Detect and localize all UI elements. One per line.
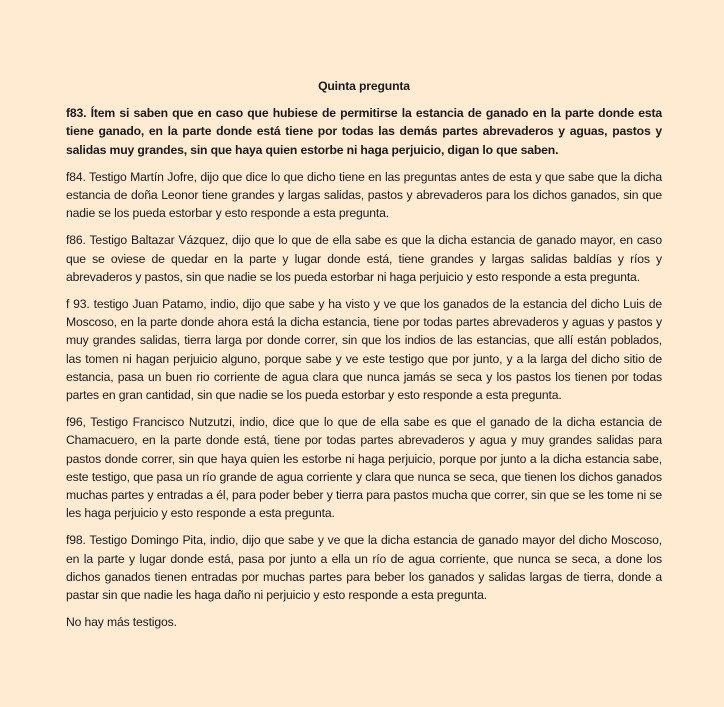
testimony-paragraph: f84. Testigo Martín Jofre, dijo que dice lo que dicho tiene en las preguntas antes de esta y que sabe que la dicha estancia de doña Leonor tiene grandes y largas salidas, pastos y abrevaderos para los dichos ganados, sin que nadie se los pueda estorbar y esto responde a esta pregunta. xyxy=(66,169,662,221)
document-page xyxy=(66,77,662,640)
testimony-paragraph: f 93. testigo Juan Patamo, indio, dijo que sabe y ha visto y ve que los ganados de la estancia del dicho Luis de Moscoso, en la parte donde ahora está la dicha estancia, tiene por todas partes abrevaderos y aguas y pastos y muy grandes salidas, tierra larga por donde correr, sin que los indios de las estancias, que allí están poblados, las tomen ni hagan perjuicio alguno, porque sabe y ve este testigo que por junto, y a la larga del dicho sitio de estancia, pasa un buen rio corriente de agua clara que nunca jamás se seca y los pastos los tienen por todas partes en gran cantidad, sin que nadie se los pueda estorbar y esto responde a esta pregunta. xyxy=(66,297,662,403)
section-title: Quinta pregunta xyxy=(318,79,410,93)
testimony-paragraph: f98. Testigo Domingo Pita, indio, dijo que sabe y ve que la dicha estancia de ganado mayor del dicho Moscoso, en la parte y lugar donde está, pasa por junto a ella un río de agua corriente, que nunca se seca, a done los dichos ganados tienen entradas por muchas partes para beber los ganados y salidas largas de tierra, donde a pastar sin que nadie les haga daño ni perjuicio y esto responde a esta pregunta. xyxy=(66,533,662,603)
question-paragraph: f83. Ítem si saben que en caso que hubiese de permitirse la estancia de ganado en la parte donde esta tiene ganado, en la parte donde está tiene por todas las demás partes abrevaderos y aguas, pastos y salidas muy grandes, sin que haya quien estorbe ni haga perjuicio, digan lo que saben. xyxy=(66,106,662,157)
testimony-paragraph: f86. Testigo Baltazar Vázquez, dijo que lo que de ella sabe es que la dicha estancia de ganado mayor, en caso que se oviese de quedar en la parte y lugar donde está, tiene grandes y largas salidas baldías y ríos y abrevaderos y pastos, sin que nadie se los pueda estorbar ni haga perjuicio y esto responde a esta pregunta. xyxy=(66,233,662,284)
closing-paragraph: No hay más testigos. xyxy=(66,615,177,630)
testimony-paragraph: f96, Testigo Francisco Nutzutzi, indio, dice que lo que de ella sabe es que el ganado de la dicha estancia de Chamacuero, en la parte donde está, tiene por todas partes abrevaderos y agua y muy grandes salidas para pastos donde correr, sin que haya quien les estorbe ni haga perjuicio, porque por junto a la dicha estancia sabe, este testigo, que pasa un río grande de agua corriente y clara que nunca se seca, que tienen los dichos ganados muchas partes y entradas a él, para poder beber y tierra para pastos mucha que correr, sin que se les tome ni se les haga perjuicio y esto responde a esta pregunta. xyxy=(66,415,662,521)
